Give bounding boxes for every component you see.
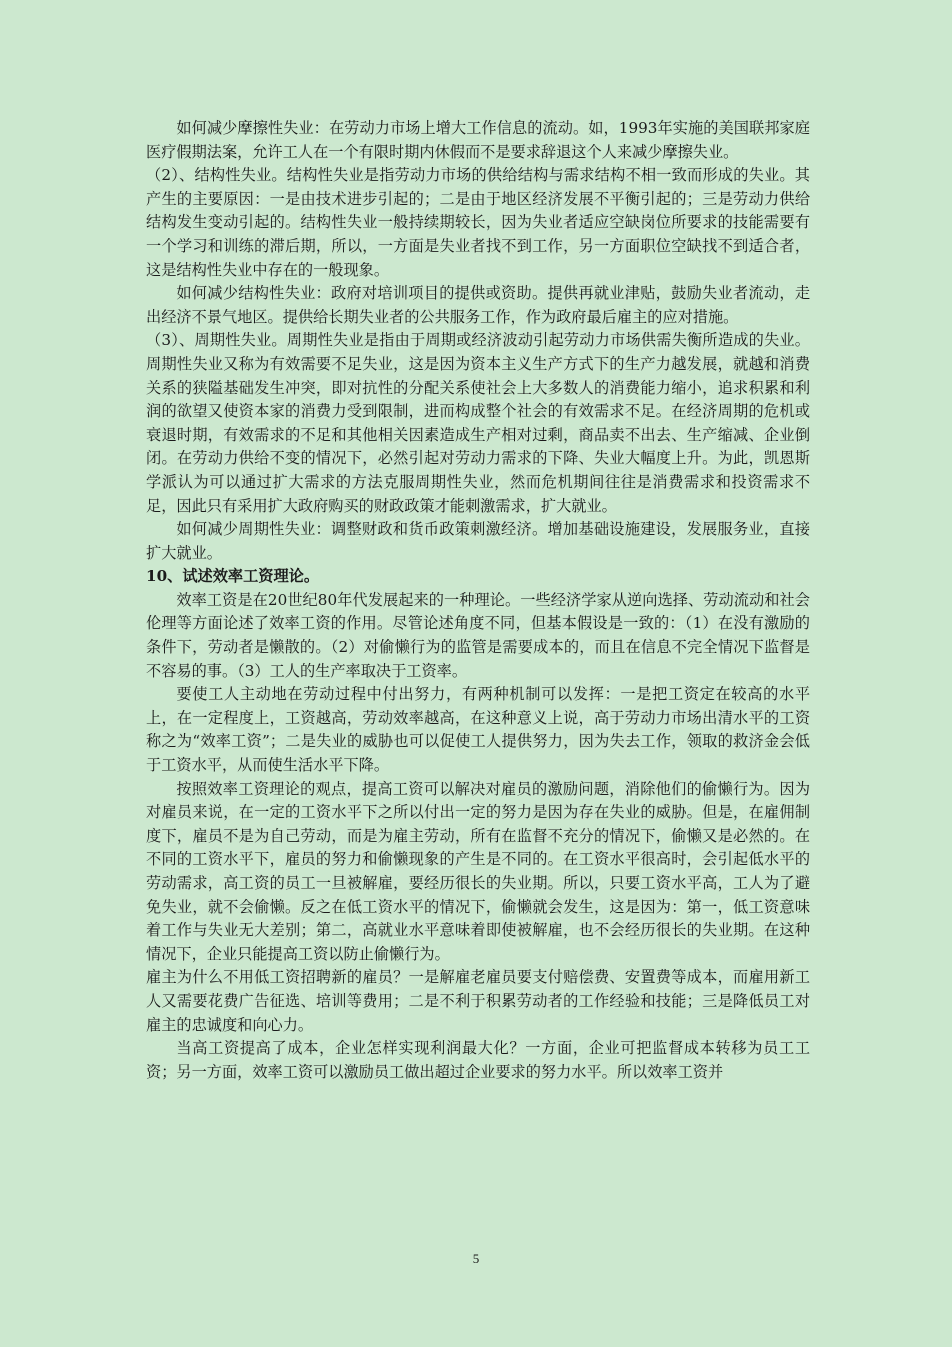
paragraph: 当高工资提高了成本，企业怎样实现利润最大化？一方面，企业可把监督成本转移为员工工资；另一方面，效率工资可以激励员工做出超过企业要求的努力水平。所以效率工资并 [146,1039,810,1081]
paragraph: 按照效率工资理论的观点，提高工资可以解决对雇员的激励问题，消除他们的偷懒行为。因为对雇员来说，在一定的工资水平下之所以付出一定的努力是因为存在失业的威胁。但是，在雇佣制度下，雇员不是为自己劳动，而是为雇主劳动，所有在监督不充分的情况下，偷懒又是必然的。在不同的工资水平下，雇员的努力和偷懒现象的产生是不同的。在工资水平很高时，会引起低水平的劳动需求，高工资的员工一旦被解雇，要经历很长的失业期。所以，只要工资水平高，工人为了避免失业，就不会偷懒。反之在低工资水平的情况下，偷懒就会发生，这是因为：第一，低工资意味着工作与失业无大差别；第二，高就业水平意味着即使被解雇，也不会经历很长的失业期。在这种情况下，企业只能提高工资以防止偷懒行为。 [146,779,810,963]
paragraph: 要使工人主动地在劳动过程中付出努力，有两种机制可以发挥：一是把工资定在较高的水平上，在一定程度上，工资越高，劳动效率越高，在这种意义上说，高于劳动力市场出清水平的工资称之为“效率工资”；二是失业的威胁也可以促使工人提供努力，因为失去工作，领取的救济金会低于工资水平，从而使生活水平下降。 [146,685,810,775]
paragraph: 如何减少摩擦性失业：在劳动力市场上增大工作信息的流动。如，1993年实施的美国联邦家庭医疗假期法案，允许工人在一个有限时期内休假而不是要求辞退这个人来减少摩擦失业。 [146,119,810,161]
paragraph: （2）、结构性失业。结构性失业是指劳动力市场的供给结构与需求结构不相一致而形成的失业。其产生的主要原因：一是由技术进步引起的；二是由于地区经济发展不平衡引起的；三是劳动力供给结构发生变动引起的。结构性失业一般持续期较长，因为失业者适应空缺岗位所要求的技能需要有一个学习和训练的滞后期，所以，一方面是失业者找不到工作，另一方面职位空缺找不到适合者，这是结构性失业中存在的一般现象。 [146,166,810,279]
paragraph: 雇主为什么不用低工资招聘新的雇员？一是解雇老雇员要支付赔偿费、安置费等成本，而雇用新工人又需要花费广告征选、培训等费用；二是不利于积累劳动者的工作经验和技能；三是降低员工对雇主的忠诚度和向心力。 [146,968,810,1034]
paragraph: 如何减少结构性失业：政府对培训项目的提供或资助。提供再就业津贴，鼓励失业者流动，走出经济不景气地区。提供给长期失业者的公共服务工作，作为政府最后雇主的应对措施。 [146,284,810,326]
paragraph: 如何减少周期性失业：调整财政和货币政策刺激经济。增加基础设施建设，发展服务业，直接扩大就业。 [146,520,810,562]
paragraph: 效率工资是在20世纪80年代发展起来的一种理论。一些经济学家从逆向选择、劳动流动和社会伦理等方面论述了效率工资的作用。尽管论述角度不同，但基本假设是一致的：（1）在没有激励的条件下，劳动者是懒散的。（2）对偷懒行为的监管是需要成本的，而且在信息不完全情况下监督是不容易的事。（3）工人的生产率取决于工资率。 [146,590,810,680]
section-heading: 10、试述效率工资理论。 [146,567,320,586]
document-body [146,117,810,1084]
page-number: 5 [472,1251,480,1266]
paragraph: （3）、周期性失业。周期性失业是指由于周期或经济波动引起劳动力市场供需失衡所造成的失业。周期性失业又称为有效需要不足失业，这是因为资本主义生产方式下的生产力越发展，就越和消费关系的狭隘基础发生冲突，即对抗性的分配关系使社会上大多数人的消费能力缩小，追求积累和利润的欲望又使资本家的消费力受到限制，进而构成整个社会的有效需求不足。在经济周期的危机或衰退时期，有效需求的不足和其他相关因素造成生产相对过剩，商品卖不出去、生产缩减、企业倒闭。在劳动力供给不变的情况下，必然引起对劳动力需求的下降、失业大幅度上升。为此，凯恩斯学派认为可以通过扩大需求的方法克服周期性失业，然而危机期间往往是消费需求和投资需求不足，因此只有采用扩大政府购买的财政政策才能刺激需求，扩大就业。 [146,331,810,515]
